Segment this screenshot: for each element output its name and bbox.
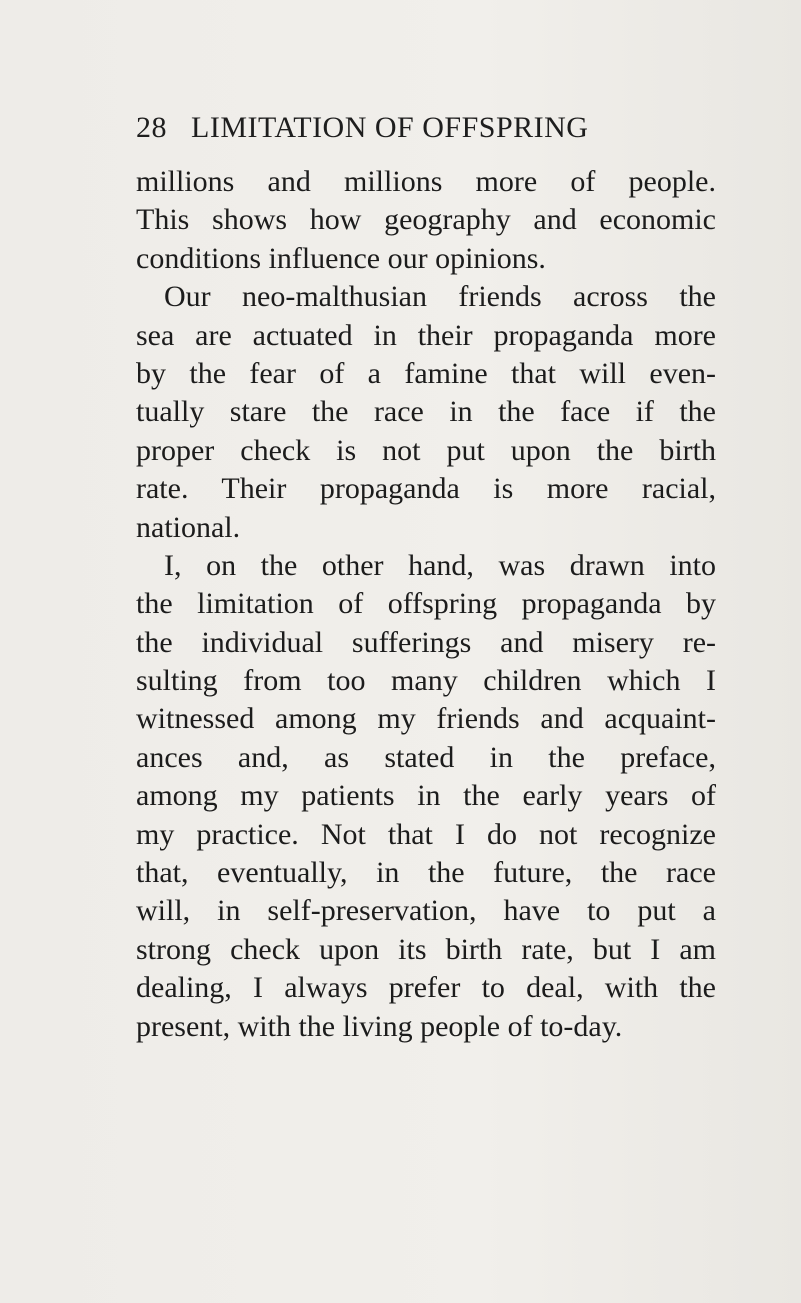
text-line: sea are actuated in their propaganda more — [136, 318, 716, 352]
text-line: strong check upon its birth rate, but I am — [136, 932, 716, 966]
text-line: the limitation of offspring propaganda by — [136, 587, 716, 621]
paragraph-3 — [136, 547, 716, 1046]
text-line: I, on the other hand, was drawn into — [164, 548, 716, 582]
text-line: present, with the living people of to-day. — [136, 1009, 623, 1043]
text-line: the individual sufferings and misery re- — [136, 625, 716, 659]
text-line: This shows how geography and economic — [136, 203, 716, 237]
paragraph-1 — [136, 163, 716, 278]
page-header — [136, 110, 656, 146]
text-line: dealing, I always prefer to deal, with the — [136, 971, 716, 1005]
page-number: 28 — [136, 111, 167, 144]
paragraph-2 — [136, 278, 716, 547]
text-line: conditions influence our opinions. — [136, 241, 546, 275]
text-line: by the fear of a famine that will even- — [136, 356, 716, 390]
text-line: ances and, as stated in the preface, — [136, 740, 716, 774]
text-line: my practice. Not that I do not recognize — [136, 817, 716, 851]
text-line: rate. Their propaganda is more racial, — [136, 472, 716, 506]
text-line: national. — [136, 510, 241, 544]
running-title: LIMITATION OF OFFSPRING — [191, 111, 589, 144]
text-line: millions and millions more of people. — [136, 165, 716, 198]
text-line: that, eventually, in the future, the race — [136, 856, 716, 890]
text-line: witnessed among my friends and acquaint- — [136, 702, 716, 736]
text-line: sulting from too many children which I — [136, 664, 716, 698]
text-line: among my patients in the early years of — [136, 779, 716, 813]
text-line: will, in self-preservation, have to put a — [136, 894, 716, 928]
text-line: proper check is not put upon the birth — [136, 433, 716, 467]
text-line: tually stare the race in the face if the — [136, 395, 716, 429]
text-line: Our neo-malthusian friends across the — [164, 280, 716, 314]
body-text — [136, 163, 716, 1046]
